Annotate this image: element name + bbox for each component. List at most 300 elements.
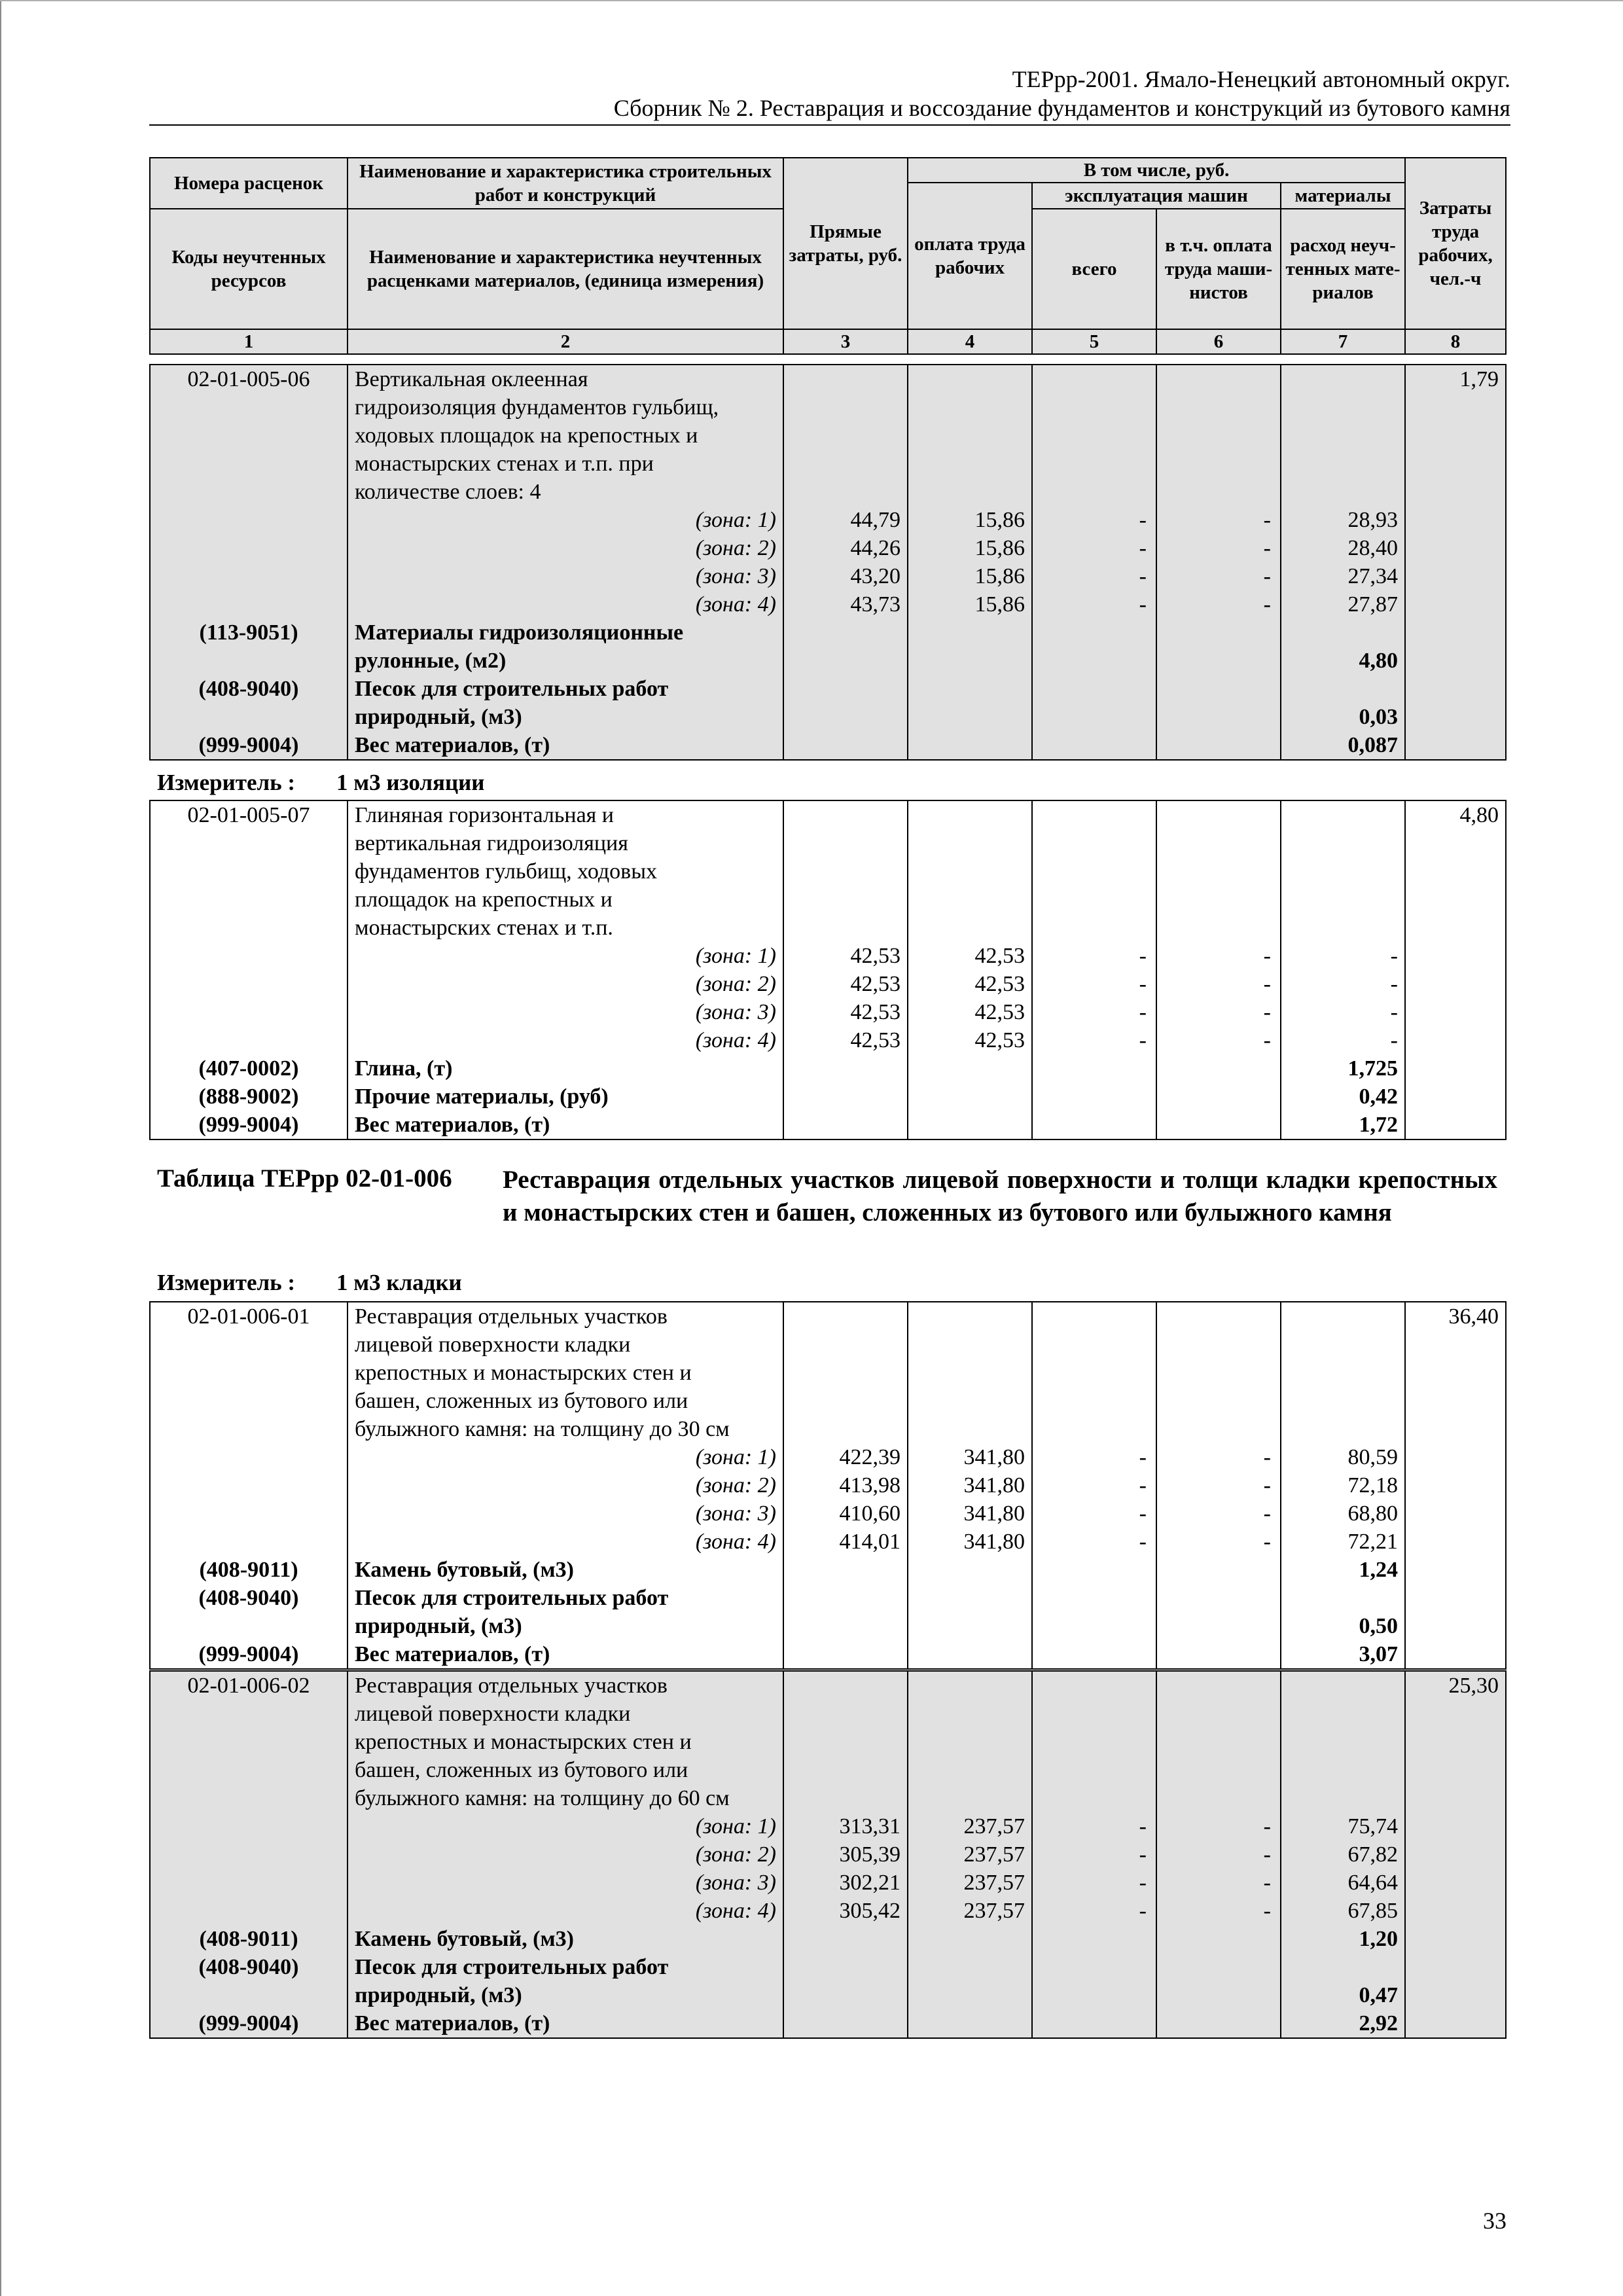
- empty-cell: [908, 647, 1032, 675]
- empty-cell: [1405, 2009, 1506, 2038]
- work-name-line: башен, сложенных из бутового или: [348, 1387, 783, 1415]
- work-name-line: крепостных и монастырских стен и: [348, 1359, 783, 1387]
- empty-cell: [1032, 1612, 1156, 1640]
- work-name-row: [150, 800, 1506, 829]
- resource-name-line: Песок для строительных работ: [348, 1953, 783, 1981]
- direct-costs: 305,39: [783, 1840, 908, 1869]
- rate-code: [150, 829, 348, 857]
- work-name-row: [150, 365, 1506, 393]
- empty-cell: [783, 1925, 908, 1953]
- wage-costs: 237,57: [908, 1840, 1032, 1869]
- resource-name-line: Вес материалов, (т): [348, 731, 783, 760]
- work-name-line: Вертикальная оклеенная: [348, 365, 783, 393]
- rate-code: [150, 1359, 348, 1387]
- empty-cell: [1405, 590, 1506, 619]
- empty-cell: [1032, 1784, 1156, 1812]
- resource-code: [150, 647, 348, 675]
- resource-row: [150, 1953, 1506, 1981]
- resource-code: (408-9011): [150, 1556, 348, 1584]
- header-col1-top: Номера расценок: [150, 158, 348, 209]
- resource-row: [150, 619, 1506, 647]
- machine-costs: -: [1032, 1443, 1156, 1471]
- zone-label: (зона: 3): [348, 998, 783, 1026]
- work-name-row: [150, 829, 1506, 857]
- rate-code: [150, 478, 348, 506]
- table-title: Таблица ТЕРрр 02-01-006: [157, 1164, 452, 1193]
- empty-cell: [908, 1612, 1032, 1640]
- empty-cell: [908, 1784, 1032, 1812]
- work-name-line: площадок на крепостных и: [348, 886, 783, 914]
- resource-name-line: природный, (м3): [348, 703, 783, 731]
- header-machines: эксплуатация машин: [1032, 183, 1281, 209]
- work-name-line: лицевой поверхности кладки: [348, 1700, 783, 1728]
- empty-cell: [783, 1556, 908, 1584]
- resource-value: 1,20: [1281, 1925, 1405, 1953]
- empty-cell: [150, 1840, 348, 1869]
- empty-cell: [1405, 562, 1506, 590]
- empty-cell: [1032, 829, 1156, 857]
- machine-costs: -: [1032, 534, 1156, 562]
- work-name-line: монастырских стенах и т.п. при: [348, 450, 783, 478]
- rate-block: [149, 1670, 1507, 2039]
- header-col2-top: Наименование и характеристика строительных работ и конструкций: [348, 158, 783, 209]
- empty-cell: [783, 829, 908, 857]
- rate-code: [150, 1331, 348, 1359]
- resource-value: 0,50: [1281, 1612, 1405, 1640]
- empty-cell: [150, 1812, 348, 1840]
- resource-name-line: Камень бутовый, (м3): [348, 1556, 783, 1584]
- rate-code: 02-01-005-07: [150, 800, 348, 829]
- rate-block: [149, 800, 1507, 1140]
- empty-cell: [783, 1331, 908, 1359]
- zone-row: [150, 534, 1506, 562]
- wage-costs: 341,80: [908, 1471, 1032, 1499]
- machine-costs: -: [1032, 1471, 1156, 1499]
- empty-cell: [1156, 1415, 1281, 1443]
- machinist-wage: -: [1156, 970, 1281, 998]
- resource-value: [1281, 1953, 1405, 1981]
- empty-cell: [1156, 800, 1281, 829]
- work-name-row: [150, 1756, 1506, 1784]
- empty-cell: [783, 1387, 908, 1415]
- empty-cell: [908, 365, 1032, 393]
- empty-cell: [1156, 857, 1281, 886]
- resource-row: [150, 2009, 1506, 2038]
- empty-cell: [1405, 1026, 1506, 1054]
- zone-label: (зона: 1): [348, 1443, 783, 1471]
- resource-value: 0,03: [1281, 703, 1405, 731]
- zone-label: (зона: 3): [348, 562, 783, 590]
- empty-cell: [1405, 1897, 1506, 1925]
- resource-code: (888-9002): [150, 1083, 348, 1111]
- empty-cell: [783, 422, 908, 450]
- header-number: 7: [1281, 329, 1405, 354]
- empty-cell: [1032, 450, 1156, 478]
- machine-costs: -: [1032, 562, 1156, 590]
- resource-value: 1,24: [1281, 1556, 1405, 1584]
- work-name-row: [150, 886, 1506, 914]
- empty-cell: [1281, 1756, 1405, 1784]
- header-number: 1: [150, 329, 348, 354]
- labor-cost: [1405, 478, 1506, 506]
- empty-cell: [1281, 800, 1405, 829]
- empty-cell: [1281, 393, 1405, 422]
- empty-cell: [1032, 1925, 1156, 1953]
- zone-label: (зона: 3): [348, 1499, 783, 1528]
- empty-cell: [908, 675, 1032, 703]
- material-costs: 72,18: [1281, 1471, 1405, 1499]
- wage-costs: 42,53: [908, 942, 1032, 970]
- machinist-wage: -: [1156, 942, 1281, 970]
- labor-cost: [1405, 1784, 1506, 1812]
- empty-cell: [908, 1640, 1032, 1669]
- machinist-wage: -: [1156, 1471, 1281, 1499]
- work-name-row: [150, 450, 1506, 478]
- empty-cell: [1405, 1528, 1506, 1556]
- wage-costs: 341,80: [908, 1499, 1032, 1528]
- wage-costs: 15,86: [908, 590, 1032, 619]
- zone-row: [150, 562, 1506, 590]
- empty-cell: [1032, 1331, 1156, 1359]
- resource-code: [150, 1981, 348, 2009]
- empty-cell: [1405, 1499, 1506, 1528]
- resource-code: [150, 1612, 348, 1640]
- machinist-wage: -: [1156, 1869, 1281, 1897]
- empty-cell: [1032, 1556, 1156, 1584]
- empty-cell: [908, 1953, 1032, 1981]
- direct-costs: 42,53: [783, 1026, 908, 1054]
- material-costs: 75,74: [1281, 1812, 1405, 1840]
- empty-cell: [1032, 1584, 1156, 1612]
- empty-cell: [1405, 1471, 1506, 1499]
- zone-row: [150, 942, 1506, 970]
- header-wage: оплата труда рабочих: [908, 183, 1032, 329]
- empty-cell: [1156, 1054, 1281, 1083]
- empty-cell: [1156, 1728, 1281, 1756]
- measure-line: [157, 1270, 462, 1296]
- empty-cell: [1405, 703, 1506, 731]
- empty-cell: [783, 857, 908, 886]
- direct-costs: 302,21: [783, 1869, 908, 1897]
- empty-cell: [1405, 1111, 1506, 1139]
- empty-cell: [783, 800, 908, 829]
- wage-costs: 341,80: [908, 1443, 1032, 1471]
- empty-cell: [1156, 1612, 1281, 1640]
- work-name-line: количестве слоев: 4: [348, 478, 783, 506]
- labor-cost: 4,80: [1405, 800, 1506, 829]
- empty-cell: [1405, 1640, 1506, 1669]
- empty-cell: [1281, 1415, 1405, 1443]
- empty-cell: [1405, 647, 1506, 675]
- resource-row: [150, 1640, 1506, 1669]
- resource-code: (999-9004): [150, 731, 348, 760]
- empty-cell: [783, 914, 908, 942]
- material-costs: -: [1281, 1026, 1405, 1054]
- wage-costs: 42,53: [908, 998, 1032, 1026]
- empty-cell: [1156, 1584, 1281, 1612]
- rate-code: 02-01-006-02: [150, 1671, 348, 1700]
- empty-cell: [783, 675, 908, 703]
- zone-row: [150, 590, 1506, 619]
- zone-row: [150, 1840, 1506, 1869]
- empty-cell: [150, 590, 348, 619]
- empty-cell: [908, 829, 1032, 857]
- direct-costs: 313,31: [783, 1812, 908, 1840]
- empty-cell: [1405, 506, 1506, 534]
- labor-cost: [1405, 450, 1506, 478]
- empty-cell: [150, 1897, 348, 1925]
- empty-cell: [1281, 1302, 1405, 1331]
- wage-costs: 42,53: [908, 970, 1032, 998]
- machine-costs: -: [1032, 942, 1156, 970]
- empty-cell: [1405, 998, 1506, 1026]
- empty-cell: [150, 534, 348, 562]
- empty-cell: [908, 422, 1032, 450]
- work-name-row: [150, 1671, 1506, 1700]
- work-name-row: [150, 1784, 1506, 1812]
- empty-cell: [1281, 1359, 1405, 1387]
- empty-cell: [1032, 886, 1156, 914]
- empty-cell: [1032, 365, 1156, 393]
- direct-costs: 44,26: [783, 534, 908, 562]
- machine-costs: -: [1032, 1026, 1156, 1054]
- header-number: 2: [348, 329, 783, 354]
- work-name-row: [150, 478, 1506, 506]
- empty-cell: [1156, 1981, 1281, 2009]
- rate-code: [150, 914, 348, 942]
- empty-cell: [908, 1387, 1032, 1415]
- resource-row: [150, 1054, 1506, 1083]
- wage-costs: 15,86: [908, 562, 1032, 590]
- empty-cell: [1281, 1728, 1405, 1756]
- empty-cell: [1281, 450, 1405, 478]
- header-number: 6: [1156, 329, 1281, 354]
- resource-name-line: Песок для строительных работ: [348, 1584, 783, 1612]
- empty-cell: [1281, 914, 1405, 942]
- resource-row: [150, 1925, 1506, 1953]
- header-rule: [149, 124, 1510, 126]
- empty-cell: [908, 1302, 1032, 1331]
- empty-cell: [1405, 942, 1506, 970]
- zone-label: (зона: 1): [348, 1812, 783, 1840]
- empty-cell: [1032, 1671, 1156, 1700]
- empty-cell: [1405, 1612, 1506, 1640]
- resource-value: 3,07: [1281, 1640, 1405, 1669]
- table-description: Реставрация отдельных участков лицевой поверхности и толщи кладки крепостных и монастырских стен и башен, сложенных из бутового или булыжного камня: [503, 1166, 1497, 1227]
- empty-cell: [783, 1700, 908, 1728]
- empty-cell: [1405, 675, 1506, 703]
- work-name-line: Реставрация отдельных участков: [348, 1671, 783, 1700]
- empty-cell: [1156, 619, 1281, 647]
- empty-cell: [1156, 1331, 1281, 1359]
- material-costs: 28,40: [1281, 534, 1405, 562]
- work-name-line: Глиняная горизонтальная и: [348, 800, 783, 829]
- resource-value: 1,725: [1281, 1054, 1405, 1083]
- empty-cell: [1032, 619, 1156, 647]
- rate-code: [150, 1756, 348, 1784]
- work-name-row: [150, 1700, 1506, 1728]
- header-col2-bottom: Наименование и характеристика неучтенных расценками материалов, (единица измерения): [348, 209, 783, 329]
- empty-cell: [1156, 1953, 1281, 1981]
- empty-cell: [1156, 365, 1281, 393]
- rate-code: 02-01-005-06: [150, 365, 348, 393]
- empty-cell: [908, 1556, 1032, 1584]
- resource-row: [150, 1556, 1506, 1584]
- empty-cell: [1032, 1415, 1156, 1443]
- empty-cell: [908, 703, 1032, 731]
- empty-cell: [783, 1359, 908, 1387]
- zone-row: [150, 998, 1506, 1026]
- empty-cell: [908, 1925, 1032, 1953]
- empty-cell: [1032, 914, 1156, 942]
- header-machines-total: всего: [1032, 209, 1156, 329]
- empty-cell: [1032, 731, 1156, 760]
- header-materials-use: расход неуч-тенных мате-риалов: [1281, 209, 1405, 329]
- material-costs: 80,59: [1281, 1443, 1405, 1471]
- header-col1-bottom: Коды неучтенных ресурсов: [150, 209, 348, 329]
- empty-cell: [1405, 970, 1506, 998]
- zone-label: (зона: 4): [348, 1026, 783, 1054]
- empty-cell: [908, 1359, 1032, 1387]
- empty-cell: [908, 1111, 1032, 1139]
- empty-cell: [1405, 1556, 1506, 1584]
- rate-code: [150, 857, 348, 886]
- empty-cell: [1281, 1671, 1405, 1700]
- empty-cell: [783, 1728, 908, 1756]
- resource-value: [1281, 675, 1405, 703]
- empty-cell: [1156, 1387, 1281, 1415]
- empty-cell: [1032, 1700, 1156, 1728]
- resource-value: 2,92: [1281, 2009, 1405, 2038]
- work-name-line: гидроизоляция фундаментов гульбищ,: [348, 393, 783, 422]
- empty-cell: [783, 1640, 908, 1669]
- work-name-row: [150, 1302, 1506, 1331]
- empty-cell: [1405, 1083, 1506, 1111]
- empty-cell: [783, 1784, 908, 1812]
- empty-cell: [1156, 1671, 1281, 1700]
- running-header-title: ТЕРрр-2001. Ямало-Ненецкий автономный округ.: [1012, 66, 1510, 92]
- machine-costs: -: [1032, 1528, 1156, 1556]
- wage-costs: 237,57: [908, 1869, 1032, 1897]
- empty-cell: [150, 970, 348, 998]
- empty-cell: [908, 731, 1032, 760]
- empty-cell: [1156, 1556, 1281, 1584]
- resource-row: [150, 731, 1506, 760]
- resource-row: [150, 675, 1506, 703]
- resource-value: 0,42: [1281, 1083, 1405, 1111]
- resource-name-line: Песок для строительных работ: [348, 675, 783, 703]
- empty-cell: [1405, 1869, 1506, 1897]
- material-costs: 64,64: [1281, 1869, 1405, 1897]
- zone-label: (зона: 2): [348, 1840, 783, 1869]
- measure-unit: 1 м3 кладки: [336, 1270, 462, 1295]
- machine-costs: -: [1032, 1840, 1156, 1869]
- direct-costs: 44,79: [783, 506, 908, 534]
- empty-cell: [1032, 1111, 1156, 1139]
- empty-cell: [1281, 1387, 1405, 1415]
- empty-cell: [908, 857, 1032, 886]
- machinist-wage: -: [1156, 1812, 1281, 1840]
- zone-row: [150, 1499, 1506, 1528]
- empty-cell: [1281, 422, 1405, 450]
- direct-costs: 43,20: [783, 562, 908, 590]
- resource-code: (999-9004): [150, 1640, 348, 1669]
- machinist-wage: -: [1156, 1026, 1281, 1054]
- machine-costs: -: [1032, 970, 1156, 998]
- resource-name-line: Глина, (т): [348, 1054, 783, 1083]
- labor-cost: [1405, 1331, 1506, 1359]
- empty-cell: [1032, 1728, 1156, 1756]
- empty-cell: [1156, 450, 1281, 478]
- empty-cell: [783, 886, 908, 914]
- resource-row: [150, 1612, 1506, 1640]
- header-number: 8: [1405, 329, 1506, 354]
- empty-cell: [150, 1026, 348, 1054]
- empty-cell: [1281, 1331, 1405, 1359]
- machinist-wage: -: [1156, 998, 1281, 1026]
- resource-code: [150, 703, 348, 731]
- zone-label: (зона: 2): [348, 970, 783, 998]
- machinist-wage: -: [1156, 1840, 1281, 1869]
- machinist-wage: -: [1156, 562, 1281, 590]
- resource-name-line: Камень бутовый, (м3): [348, 1925, 783, 1953]
- empty-cell: [783, 1671, 908, 1700]
- labor-cost: [1405, 1728, 1506, 1756]
- header-labor: Затраты труда рабочих, чел.-ч: [1405, 158, 1506, 329]
- resource-name-line: Прочие материалы, (руб): [348, 1083, 783, 1111]
- header-number: 3: [783, 329, 908, 354]
- empty-cell: [1156, 393, 1281, 422]
- empty-cell: [1032, 1953, 1156, 1981]
- machine-costs: -: [1032, 1869, 1156, 1897]
- labor-cost: 36,40: [1405, 1302, 1506, 1331]
- empty-cell: [1156, 914, 1281, 942]
- material-costs: 27,87: [1281, 590, 1405, 619]
- empty-cell: [1156, 2009, 1281, 2038]
- empty-cell: [1405, 1443, 1506, 1471]
- resource-value: 4,80: [1281, 647, 1405, 675]
- resource-row: [150, 1584, 1506, 1612]
- empty-cell: [908, 914, 1032, 942]
- rate-block: [149, 1301, 1507, 1670]
- empty-cell: [1032, 393, 1156, 422]
- empty-cell: [908, 393, 1032, 422]
- work-name-line: Реставрация отдельных участков: [348, 1302, 783, 1331]
- empty-cell: [1156, 1640, 1281, 1669]
- machine-costs: -: [1032, 1499, 1156, 1528]
- empty-cell: [150, 506, 348, 534]
- machinist-wage: -: [1156, 506, 1281, 534]
- empty-cell: [150, 942, 348, 970]
- empty-cell: [1032, 1302, 1156, 1331]
- machinist-wage: -: [1156, 1443, 1281, 1471]
- empty-cell: [1156, 1756, 1281, 1784]
- column-header: [149, 157, 1507, 355]
- resource-code: (999-9004): [150, 1111, 348, 1139]
- empty-cell: [908, 2009, 1032, 2038]
- empty-cell: [1032, 675, 1156, 703]
- header-group: В том числе, руб.: [908, 158, 1405, 183]
- page-edge: [0, 0, 1, 2296]
- resource-row: [150, 703, 1506, 731]
- rate-code: [150, 393, 348, 422]
- empty-cell: [1156, 1083, 1281, 1111]
- rate-code: [150, 1415, 348, 1443]
- resource-code: (408-9040): [150, 1953, 348, 1981]
- empty-cell: [150, 1443, 348, 1471]
- empty-cell: [783, 478, 908, 506]
- work-name-line: монастырских стенах и т.п.: [348, 914, 783, 942]
